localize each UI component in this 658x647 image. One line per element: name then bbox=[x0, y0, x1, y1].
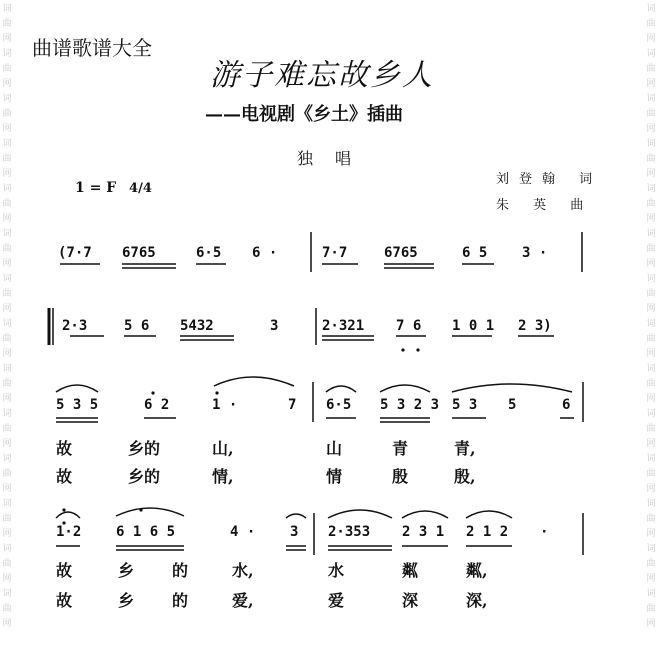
lyric-word: 故 bbox=[56, 467, 73, 486]
note-group: 2 3 1 bbox=[402, 524, 445, 540]
note-group: 5 3 5 bbox=[56, 397, 99, 413]
watermark-char: 网 bbox=[2, 484, 12, 494]
watermark-char: 曲 bbox=[2, 469, 12, 479]
watermark-char: 网 bbox=[2, 169, 12, 179]
watermark-char: 网 bbox=[2, 259, 12, 269]
site-brand: 曲谱歌谱大全 bbox=[32, 36, 152, 60]
watermark-char: 曲 bbox=[2, 559, 12, 569]
note-group: 6765 bbox=[122, 245, 156, 261]
note-group: 5432 bbox=[180, 318, 214, 334]
note-group: 1·2 bbox=[56, 524, 82, 540]
watermark-char: 词 bbox=[2, 94, 12, 104]
lyric-word: 深, bbox=[466, 591, 488, 610]
watermark-char: 网 bbox=[646, 34, 656, 44]
note-group: 3 · bbox=[522, 245, 548, 261]
watermark-char: 词 bbox=[2, 274, 12, 284]
watermark-char: 曲 bbox=[646, 154, 656, 164]
note-group: 4 · bbox=[230, 524, 256, 540]
lyric-word: 故 bbox=[56, 561, 73, 580]
lyric-word: 深 bbox=[402, 591, 419, 610]
watermark-char: 词 bbox=[646, 4, 656, 14]
watermark-char: 网 bbox=[646, 484, 656, 494]
watermark-char: 词 bbox=[646, 589, 656, 599]
watermark-char: 网 bbox=[646, 214, 656, 224]
watermark-char: 网 bbox=[2, 124, 12, 134]
note-group: 6 bbox=[562, 397, 571, 413]
watermark-char: 词 bbox=[2, 364, 12, 374]
lyric-word: 青 bbox=[392, 439, 409, 458]
note-group: 6 2 bbox=[144, 397, 170, 413]
key-label: 1 = F bbox=[75, 180, 117, 196]
watermark-char: 网 bbox=[2, 394, 12, 404]
watermark-char: 曲 bbox=[646, 379, 656, 389]
watermark-char: 网 bbox=[2, 574, 12, 584]
performance-type: 独唱 bbox=[297, 149, 374, 168]
watermark-char: 曲 bbox=[2, 334, 12, 344]
note-group: 3 bbox=[290, 524, 299, 540]
lyric-word: 乡 bbox=[118, 561, 135, 580]
watermark-char: 曲 bbox=[646, 289, 656, 299]
watermark-char: 词 bbox=[646, 139, 656, 149]
note-group: 7·7 bbox=[322, 245, 348, 261]
song-title: 游子难忘故乡人 bbox=[210, 58, 434, 93]
watermark-char: 网 bbox=[2, 79, 12, 89]
note-group: 5 3 2 3 bbox=[380, 397, 440, 413]
watermark-char: 词 bbox=[2, 319, 12, 329]
watermark-char: 网 bbox=[2, 619, 12, 629]
note-group: 6 5 bbox=[462, 245, 488, 261]
watermark-char: 曲 bbox=[2, 199, 12, 209]
lyric-word: 殷 bbox=[392, 467, 409, 486]
note-group: 6·5 bbox=[196, 245, 222, 261]
note-group: 2 1 2 bbox=[466, 524, 509, 540]
lyric-word: 情, bbox=[212, 467, 234, 486]
watermark-char: 曲 bbox=[646, 334, 656, 344]
watermark-char: 网 bbox=[646, 169, 656, 179]
watermark-char: 词 bbox=[2, 544, 12, 554]
watermark-char: 词 bbox=[2, 49, 12, 59]
watermark-char: 网 bbox=[646, 439, 656, 449]
lyric-word: 的 bbox=[172, 561, 189, 580]
watermark-char: 词 bbox=[2, 499, 12, 509]
note-group: 7 6 bbox=[396, 318, 422, 334]
watermark-char: 词 bbox=[2, 409, 12, 419]
lyric-word: 故 bbox=[56, 591, 73, 610]
watermark-char: 网 bbox=[646, 529, 656, 539]
watermark-char: 曲 bbox=[646, 559, 656, 569]
watermark-char: 词 bbox=[646, 544, 656, 554]
note-group: 1 · bbox=[212, 397, 238, 413]
note-group: 6 1 6 5 bbox=[116, 524, 176, 540]
watermark-char: 曲 bbox=[646, 514, 656, 524]
watermark-char: 网 bbox=[646, 394, 656, 404]
lyric-word: 故 bbox=[56, 439, 73, 458]
watermark-char: 网 bbox=[2, 304, 12, 314]
watermark-char: 词 bbox=[646, 274, 656, 284]
watermark-char: 网 bbox=[646, 304, 656, 314]
lyric-word: 山, bbox=[212, 439, 234, 458]
lyric-word: 粼 bbox=[402, 561, 419, 580]
watermark-char: 曲 bbox=[2, 514, 12, 524]
watermark-char: 网 bbox=[2, 34, 12, 44]
watermark-char: 曲 bbox=[646, 469, 656, 479]
note-group: 6765 bbox=[384, 245, 418, 261]
note-group: 2·321 bbox=[322, 318, 365, 334]
note-group: · bbox=[540, 524, 549, 540]
watermark-char: 网 bbox=[646, 124, 656, 134]
lyric-word: 的 bbox=[172, 591, 189, 610]
watermark-char: 词 bbox=[646, 49, 656, 59]
lyric-word: 爱 bbox=[328, 591, 345, 610]
watermark-char: 词 bbox=[2, 4, 12, 14]
composer-credit: 朱 英 曲 bbox=[496, 198, 594, 213]
watermark-char: 网 bbox=[646, 79, 656, 89]
watermark-char: 词 bbox=[646, 364, 656, 374]
watermark-char: 曲 bbox=[2, 154, 12, 164]
note-group: 5 6 bbox=[124, 318, 150, 334]
watermark-char: 词 bbox=[2, 229, 12, 239]
watermark-char: 曲 bbox=[646, 244, 656, 254]
watermark-char: 词 bbox=[2, 139, 12, 149]
lyricist-credit: 刘登翰 词 bbox=[496, 172, 603, 187]
lyric-word: 乡的 bbox=[128, 439, 161, 458]
watermark-char: 曲 bbox=[646, 109, 656, 119]
watermark-char: 网 bbox=[2, 214, 12, 224]
note-group: 6 · bbox=[252, 245, 278, 261]
lyric-word: 乡的 bbox=[128, 467, 161, 486]
watermark-char: 词 bbox=[646, 499, 656, 509]
note-group: (7·7 bbox=[58, 245, 92, 261]
lyric-word: 山 bbox=[326, 439, 343, 458]
note-group: 7 bbox=[288, 397, 297, 413]
watermark-char: 词 bbox=[2, 454, 12, 464]
watermark-char: 网 bbox=[646, 349, 656, 359]
note-group: 6·5 bbox=[326, 397, 352, 413]
watermark-char: 词 bbox=[646, 454, 656, 464]
watermark-char: 词 bbox=[2, 589, 12, 599]
lyric-word: 水 bbox=[328, 561, 345, 580]
watermark-char: 曲 bbox=[2, 379, 12, 389]
watermark-char: 曲 bbox=[2, 424, 12, 434]
note-group: 2 3) bbox=[518, 318, 552, 334]
note-group: 5 bbox=[508, 397, 517, 413]
watermark-char: 词 bbox=[646, 94, 656, 104]
lyric-word: 粼, bbox=[466, 561, 488, 580]
watermark-char: 曲 bbox=[2, 19, 12, 29]
watermark-char: 词 bbox=[646, 229, 656, 239]
watermark-char: 曲 bbox=[646, 199, 656, 209]
watermark-char: 网 bbox=[2, 349, 12, 359]
note-group: 2·3 bbox=[62, 318, 88, 334]
lyric-word: 爱, bbox=[232, 591, 254, 610]
watermark-char: 网 bbox=[646, 574, 656, 584]
watermark-char: 曲 bbox=[2, 289, 12, 299]
watermark-char: 词 bbox=[646, 184, 656, 194]
lyric-word: 殷, bbox=[454, 467, 476, 486]
watermark-char: 网 bbox=[2, 439, 12, 449]
watermark-char: 网 bbox=[646, 259, 656, 269]
watermark-char: 曲 bbox=[646, 604, 656, 614]
lyric-word: 乡 bbox=[118, 591, 135, 610]
watermark-char: 曲 bbox=[2, 109, 12, 119]
note-group: 1 0 1 bbox=[452, 318, 495, 334]
watermark-char: 曲 bbox=[2, 604, 12, 614]
watermark-char: 曲 bbox=[646, 424, 656, 434]
watermark-char: 网 bbox=[646, 619, 656, 629]
watermark-char: 网 bbox=[2, 529, 12, 539]
lyric-word: 水, bbox=[232, 561, 254, 580]
watermark-char: 曲 bbox=[646, 64, 656, 74]
lyric-word: 情 bbox=[326, 467, 343, 486]
song-subtitle: ——电视剧《乡土》插曲 bbox=[205, 104, 403, 125]
time-signature: 4/4 bbox=[129, 181, 152, 196]
watermark-char: 曲 bbox=[2, 244, 12, 254]
watermark-char: 词 bbox=[646, 319, 656, 329]
note-group: 2·353 bbox=[328, 524, 371, 540]
watermark-char: 词 bbox=[2, 184, 12, 194]
lyric-word: 青, bbox=[454, 439, 476, 458]
note-group: 5 3 bbox=[452, 397, 478, 413]
watermark-char: 曲 bbox=[2, 64, 12, 74]
note-group: 3 bbox=[270, 318, 279, 334]
watermark-char: 曲 bbox=[646, 19, 656, 29]
watermark-char: 词 bbox=[646, 409, 656, 419]
